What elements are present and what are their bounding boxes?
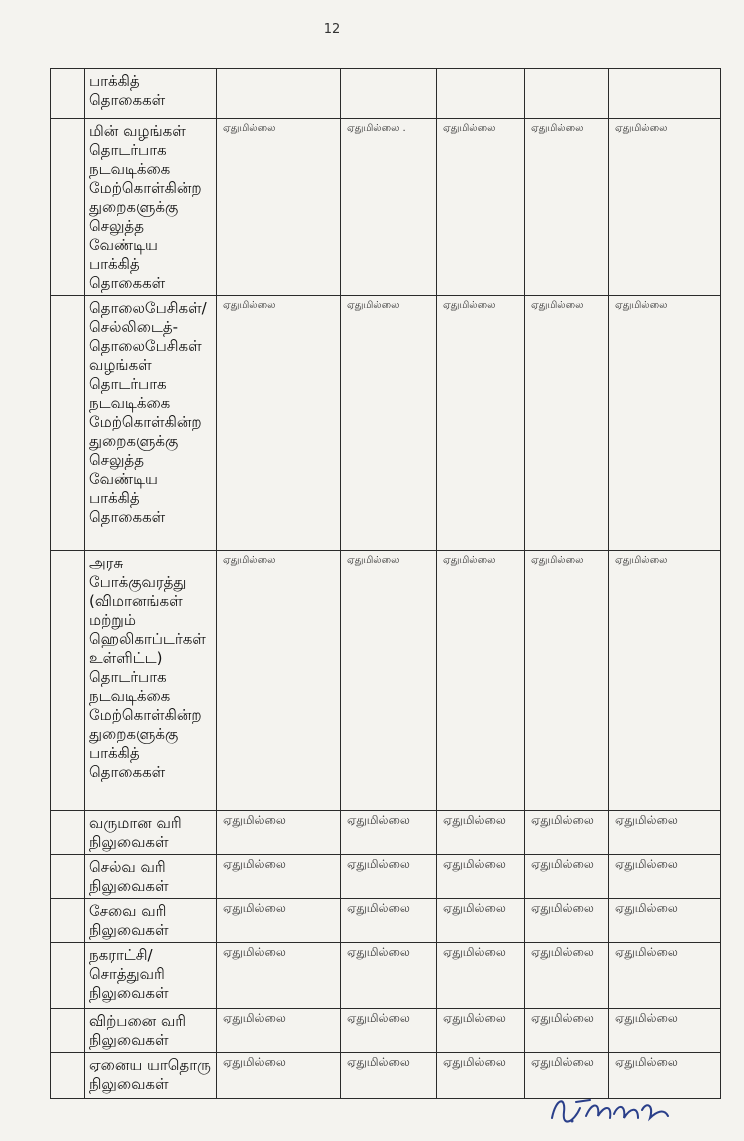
item-label-line: மின் வழங்கள் <box>89 122 186 140</box>
item-label-line: தொடர்பாக <box>89 141 167 159</box>
item-label-cell <box>85 69 217 119</box>
item-label-line: தொகைகள் <box>89 274 166 292</box>
item-label-line: ஹெலிகாப்டர்கள் <box>89 630 206 648</box>
item-label-line: தொடர்பாக <box>89 375 167 393</box>
item-label-line: நிலுவைகள் <box>89 833 169 851</box>
value-cell: ஏதுமில்லை <box>525 1009 609 1053</box>
table-row <box>51 855 721 899</box>
value-cell: ஏதுமில்லை <box>525 296 609 551</box>
serial-cell <box>51 943 85 1009</box>
value-cell <box>437 69 525 119</box>
table-row <box>51 943 721 1009</box>
item-label-line: மேற்கொள்கின்ற <box>89 413 202 431</box>
table-row <box>51 551 721 811</box>
value-cell <box>609 69 721 119</box>
item-label-cell <box>85 551 217 811</box>
item-label-cell <box>85 855 217 899</box>
item-label-cell <box>85 943 217 1009</box>
item-label-line: நடவடிக்கை <box>89 394 171 412</box>
liabilities-table <box>50 68 721 1099</box>
value-cell <box>525 69 609 119</box>
value-cell: ஏதுமில்லை <box>341 899 437 943</box>
item-label-line: துறைகளுக்கு <box>89 725 179 743</box>
item-label-line: நிலுவைகள் <box>89 921 169 939</box>
item-label-line: அரசு <box>89 554 124 572</box>
value-cell: ஏதுமில்லை <box>609 1053 721 1099</box>
item-label-line: துறைகளுக்கு <box>89 198 179 216</box>
value-cell: ஏதுமில்லை <box>525 551 609 811</box>
value-cell: ஏதுமில்லை <box>341 855 437 899</box>
table-row <box>51 811 721 855</box>
value-cell: ஏதுமில்லை <box>341 811 437 855</box>
value-cell: ஏதுமில்லை <box>609 296 721 551</box>
item-label-line: பாக்கித் <box>89 744 140 762</box>
item-label-line: விற்பனை வரி <box>89 1012 187 1030</box>
value-cell: ஏதுமில்லை <box>217 551 341 811</box>
signature <box>546 1088 676 1128</box>
item-label-line: செலுத்த <box>89 217 144 235</box>
serial-cell <box>51 899 85 943</box>
item-label-cell <box>85 296 217 551</box>
value-cell: ஏதுமில்லை <box>525 119 609 296</box>
item-label-line: வேண்டிய <box>89 470 158 488</box>
serial-cell <box>51 119 85 296</box>
value-cell: ஏதுமில்லை <box>609 943 721 1009</box>
item-label-line: நிலுவைகள் <box>89 1031 169 1049</box>
value-cell: ஏதுமில்லை <box>609 811 721 855</box>
item-label-line: தொடர்பாக <box>89 668 167 686</box>
value-cell: ஏதுமில்லை <box>217 1053 341 1099</box>
item-label-line: நகராட்சி/ <box>89 946 153 964</box>
item-label-line: துறைகளுக்கு <box>89 432 179 450</box>
table-row <box>51 119 721 296</box>
item-label-cell <box>85 1053 217 1099</box>
value-cell: ஏதுமில்லை <box>217 119 341 296</box>
item-label-cell <box>85 1009 217 1053</box>
table-row <box>51 1009 721 1053</box>
item-label-line: மற்றும் <box>89 611 136 629</box>
value-cell <box>341 69 437 119</box>
item-label-line: தொகைகள் <box>89 508 166 526</box>
item-label-line: பாக்கித் <box>89 489 140 507</box>
item-label-line: வருமான வரி <box>89 814 182 832</box>
value-cell: ஏதுமில்லை <box>217 899 341 943</box>
value-cell: ஏதுமில்லை <box>341 1053 437 1099</box>
value-cell: ஏதுமில்லை <box>525 855 609 899</box>
serial-cell <box>51 69 85 119</box>
value-cell: ஏதுமில்லை <box>341 551 437 811</box>
item-label-line: பாக்கித் <box>89 72 140 90</box>
value-cell: ஏதுமில்லை <box>341 943 437 1009</box>
item-label-line: வழங்கள் <box>89 356 152 374</box>
serial-cell <box>51 296 85 551</box>
value-cell: ஏதுமில்லை <box>437 943 525 1009</box>
item-label-line: உள்ளிட்ட) <box>89 649 163 667</box>
item-label-line: சேவை வரி <box>89 902 167 920</box>
serial-cell <box>51 551 85 811</box>
value-cell: ஏதுமில்லை <box>525 899 609 943</box>
item-label-line: சொத்துவரி <box>89 965 165 983</box>
item-label-line: நிலுவைகள் <box>89 1075 169 1093</box>
item-label-line: மேற்கொள்கின்ற <box>89 706 202 724</box>
value-cell: ஏதுமில்லை <box>217 855 341 899</box>
item-label-line: செலுத்த <box>89 451 144 469</box>
page-number: 12 <box>323 22 341 37</box>
serial-cell <box>51 855 85 899</box>
item-label-line: நடவடிக்கை <box>89 160 171 178</box>
item-label-line: செல்லிடைத்- <box>89 318 179 336</box>
value-cell: ஏதுமில்லை <box>217 811 341 855</box>
item-label-line: தொலைபேசிகள் <box>89 337 202 355</box>
item-label-line: செல்வ வரி <box>89 858 166 876</box>
item-label-line: நடவடிக்கை <box>89 687 171 705</box>
value-cell: ஏதுமில்லை <box>341 1009 437 1053</box>
item-label-line: தொகைகள் <box>89 763 166 781</box>
item-label-cell <box>85 811 217 855</box>
value-cell: ஏதுமில்லை <box>437 899 525 943</box>
item-label-line: ஏனைய யாதொரு <box>89 1056 211 1074</box>
item-label-cell <box>85 119 217 296</box>
table-row <box>51 69 721 119</box>
value-cell <box>217 69 341 119</box>
item-label-line: நிலுவைகள் <box>89 984 169 1002</box>
value-cell: ஏதுமில்லை <box>609 899 721 943</box>
value-cell: ஏதுமில்லை <box>437 296 525 551</box>
item-label-line: போக்குவரத்து <box>89 573 187 591</box>
item-label-line: (விமானங்கள் <box>89 592 183 610</box>
serial-cell <box>51 1053 85 1099</box>
value-cell: ஏதுமில்லை <box>525 811 609 855</box>
value-cell: ஏதுமில்லை <box>341 296 437 551</box>
value-cell: ஏதுமில்லை <box>437 1009 525 1053</box>
item-label-line: தொலைபேசிகள்/ <box>89 299 207 317</box>
item-label-line: பாக்கித் <box>89 255 140 273</box>
value-cell: ஏதுமில்லை <box>437 1053 525 1099</box>
value-cell: ஏதுமில்லை . <box>341 119 437 296</box>
item-label-line: நிலுவைகள் <box>89 877 169 895</box>
item-label-cell <box>85 899 217 943</box>
value-cell: ஏதுமில்லை <box>525 1053 609 1099</box>
value-cell: ஏதுமில்லை <box>217 296 341 551</box>
item-label-line: மேற்கொள்கின்ற <box>89 179 202 197</box>
value-cell: ஏதுமில்லை <box>217 1009 341 1053</box>
table-row <box>51 899 721 943</box>
value-cell: ஏதுமில்லை <box>437 119 525 296</box>
serial-cell <box>51 1009 85 1053</box>
value-cell: ஏதுமில்லை <box>437 811 525 855</box>
table-row <box>51 296 721 551</box>
value-cell: ஏதுமில்லை <box>609 119 721 296</box>
value-cell: ஏதுமில்லை <box>437 551 525 811</box>
value-cell: ஏதுமில்லை <box>609 1009 721 1053</box>
value-cell: ஏதுமில்லை <box>217 943 341 1009</box>
item-label-line: வேண்டிய <box>89 236 158 254</box>
item-label-line: தொகைகள் <box>89 91 166 109</box>
value-cell: ஏதுமில்லை <box>525 943 609 1009</box>
value-cell: ஏதுமில்லை <box>437 855 525 899</box>
serial-cell <box>51 811 85 855</box>
value-cell: ஏதுமில்லை <box>609 855 721 899</box>
value-cell: ஏதுமில்லை <box>609 551 721 811</box>
